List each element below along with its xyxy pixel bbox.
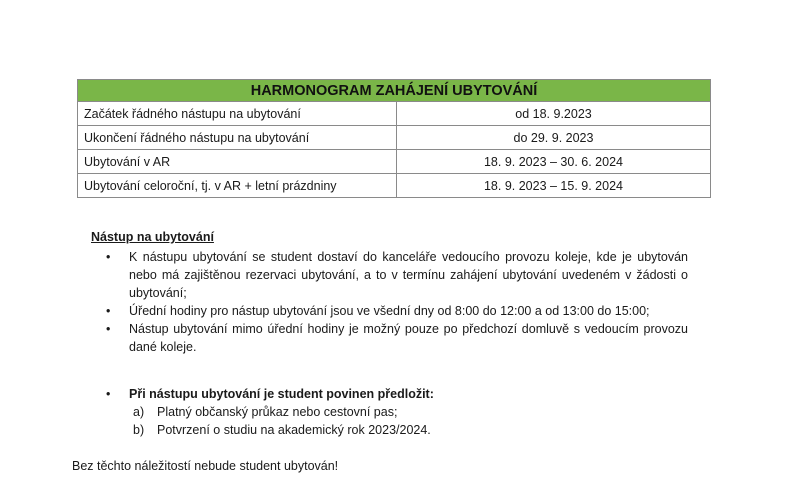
table-row (78, 102, 711, 126)
schedule-table-header: HARMONOGRAM ZAHÁJENÍ UBYTOVÁNÍ (78, 80, 711, 102)
list-marker: a) (133, 405, 145, 419)
bullet-text: K nástupu ubytování se student dostaví do kanceláře vedoucího provozu koleje, kde je ubytován nebo má zajištěnou rezervaci ubytování, a to v termínu zahájení ubytování uvedeném v žádosti o ubytování; (129, 250, 688, 300)
closing-note: Bez těchto náležitostí nebude student ubytován! (72, 459, 339, 473)
table-row (78, 174, 711, 198)
row-label: Ubytování v AR (78, 150, 397, 174)
list-item (91, 403, 688, 421)
bullet-text: Úřední hodiny pro nástup ubytování jsou ve všední dny od 8:00 do 12:00 a od 13:00 do 15:00; (129, 304, 650, 318)
row-label: Začátek řádného nástupu na ubytování (78, 102, 397, 126)
row-value: od 18. 9.2023 (397, 102, 711, 126)
schedule-table (77, 79, 711, 198)
section-title: Nástup na ubytování (91, 230, 214, 244)
row-value: do 29. 9. 2023 (397, 126, 711, 150)
requirements-heading-row (91, 385, 688, 403)
list-item (91, 302, 688, 320)
bullet-icon: • (106, 387, 111, 401)
requirements-heading: Při nástupu ubytování je student povinen předložit: (129, 387, 434, 401)
list-marker: b) (133, 423, 145, 437)
bullet-icon: • (106, 250, 111, 264)
list-item (91, 421, 688, 439)
requirements-section (91, 385, 688, 439)
bullet-icon: • (106, 304, 111, 318)
table-row (78, 126, 711, 150)
row-label: Ubytování celoroční, tj. v AR + letní prázdniny (78, 174, 397, 198)
check-in-bullets (91, 248, 688, 356)
table-row (78, 150, 711, 174)
list-item (91, 320, 688, 356)
bullet-icon: • (106, 322, 111, 336)
list-item (91, 248, 688, 302)
bullet-text: Nástup ubytování mimo úřední hodiny je možný pouze po předchozí domluvě s vedoucím provozu dané koleje. (129, 322, 688, 354)
requirement-text: Potvrzení o studiu na akademický rok 2023/2024. (157, 423, 431, 437)
requirement-text: Platný občanský průkaz nebo cestovní pas; (157, 405, 398, 419)
row-label: Ukončení řádného nástupu na ubytování (78, 126, 397, 150)
requirements-list (91, 403, 688, 439)
row-value: 18. 9. 2023 – 15. 9. 2024 (397, 174, 711, 198)
check-in-section (91, 228, 688, 356)
row-value: 18. 9. 2023 – 30. 6. 2024 (397, 150, 711, 174)
